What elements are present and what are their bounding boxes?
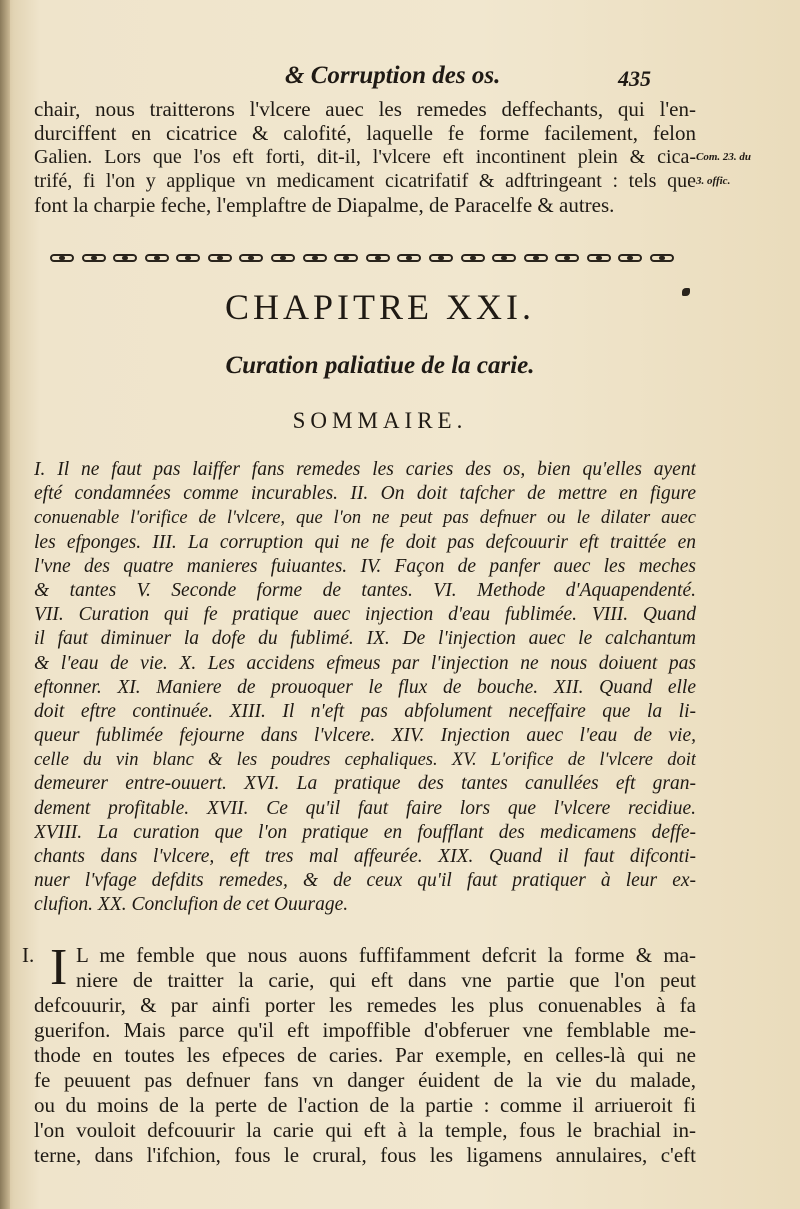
text-line: fe peuuent pas defnuer fans vn danger éuident de la vie du malade, [34,1068,696,1092]
ornament-icon [427,253,455,263]
ornament-band [48,251,676,265]
ornament-icon [206,253,234,263]
ornament-icon [48,253,76,263]
chapter-subtitle: Curation paliatiue de la carie. [225,352,535,379]
text-line: Galien. Lors que l'os eft forti, dit-il, l'vlcere eft incontinent plein & cica- [34,146,696,168]
summary-line: demeurer entre-ouuert. XVI. La pratique des tantes canullées eft gran- [34,773,696,795]
text-line: l'on vouloit defcouurir la carie qui eft à la temple, fous le brachial in- [34,1118,696,1142]
summary-line: celle du vin blanc & les poudres cephaliques. XV. L'orifice de l'vlcere doit [34,750,696,771]
ornament-icon [143,253,171,263]
intro-paragraph [34,97,696,217]
summary-line: queur fublimée fejourne dans l'vlcere. XIV. Injection auec l'eau de vie, [34,725,696,747]
summary-heading: SOMMAIRE. [292,408,468,433]
page-header [40,58,700,92]
ornament-icon [522,253,550,263]
text-line: durciffent en cicatrice & calofité, laquelle fe forme facilement, felon [34,121,696,145]
summary-line: nuer l'vfage defdits remedes, & de ceux qu'il faut pratiquer à leur ex- [34,870,696,892]
margin-note [696,145,796,193]
ornament-icon [648,253,676,263]
margin-note-line: 3. offic. [696,175,731,187]
chapter-title: CHAPITRE XXI. [225,287,535,327]
summary-line: VII. Curation qui fe pratique auec injection d'eau fublimée. VIII. Quand [34,604,696,626]
summary-line: les efponges. III. La corruption qui ne fe doit pas defcouurir eft traittée en [34,531,696,553]
paragraph-numeral: I. [22,943,35,967]
text-line: ou du moins de la perte de l'action de la partie : comme il arriueroit fi [34,1093,696,1117]
text-line: niere de traitter la carie, qui eft dans vne partie que l'on peut [76,968,696,992]
summary-line: efté condamnées comme incurables. II. On doit tafcher de mettre en figure [34,483,696,505]
ornament-icon [237,253,265,263]
text-line: font la charpie feche, l'emplaftre de Diapalme, de Paracelfe & autres. [34,193,615,217]
running-title: & Corruption des os. [285,62,501,89]
ornament-icon [395,253,423,263]
summary-line: chants dans l'vlcere, eft tres mal affeurée. XIX. Quand il faut difconti- [34,846,696,867]
ornament-icon [364,253,392,263]
summary-line: il faut diminuer la dofe du fublimé. IX. De l'injection auec le calchantum [34,628,696,650]
body-paragraph [22,939,696,1168]
text-line: chair, nous traitterons l'vlcere auec les remedes deffechants, qui l'en- [34,97,696,121]
summary-line: & tantes V. Seconde forme de tantes. VI. Methode d'Aquapendenté. [34,579,696,601]
ornament-icon [301,253,329,263]
text-line: terne, dans l'ifchion, fous le crural, fous les ligamens annulaires, c'eft [34,1143,696,1167]
summary-line: conuenable l'orifice de l'vlcere, que l'on ne peut pas defnuer ou le dilater auec [34,508,696,529]
ink-smudge-icon [682,288,690,296]
ornament-icon [269,253,297,263]
ornament-icon [553,253,581,263]
ornament-icon [80,253,108,263]
ornament-icon [111,253,139,263]
text-line: thode en toutes les efpeces de caries. Par exemple, en celles-là qui ne [34,1043,696,1067]
page-number: 435 [618,66,651,91]
ornament-icon [459,253,487,263]
summary-line: I. Il ne faut pas laiffer fans remedes les caries des os, bien qu'elles ayent [34,459,696,480]
ornament-icon [490,253,518,263]
ornament-icon [585,253,613,263]
dropcap-block [22,939,696,996]
summary-line: & l'eau de vie. X. Les accidens efmeus par l'injection ne nous doiuent pas [34,652,696,674]
page-gutter [0,0,10,1209]
summary-line: eftonner. XI. Maniere de prouoquer le flux de bouche. XII. Quand elle [34,676,696,698]
drop-cap: I [50,939,68,996]
ornament-icon [174,253,202,263]
margin-note-line: Com. 23. du [696,151,752,163]
summary-paragraph [34,458,696,918]
text-line: defcouurir, & par ainfi porter les remedes les plus conuenables à fa [34,993,696,1017]
ornament-icon [616,253,644,263]
text-line: L me femble que nous auons fuffifamment defcrit la forme & ma- [76,943,696,967]
summary-line: l'vne des quatre manieres fuiuantes. IV. Façon de panfer auec les meches [34,555,696,577]
text-line: guerifon. Mais parce qu'il eft impoffible d'obferuer vne femblable me- [34,1018,696,1042]
summary-line: dement profitable. XVII. Ce qu'il faut faire lors que l'vlcere recidiue. [34,797,696,819]
text-line: trifé, fi l'on y applique vn medicament cicatrifatif & adftringeant : tels que [34,170,696,192]
summary-line: XVIII. La curation que l'on pratique en foufflant des medicamens deffe- [34,821,696,843]
summary-line: doit eftre continuée. XIII. Il n'eft pas abfolument neceffaire que la li- [34,700,696,722]
summary-line: clufion. XX. Conclufion de cet Ouurage. [34,894,349,916]
ornament-icon [332,253,360,263]
